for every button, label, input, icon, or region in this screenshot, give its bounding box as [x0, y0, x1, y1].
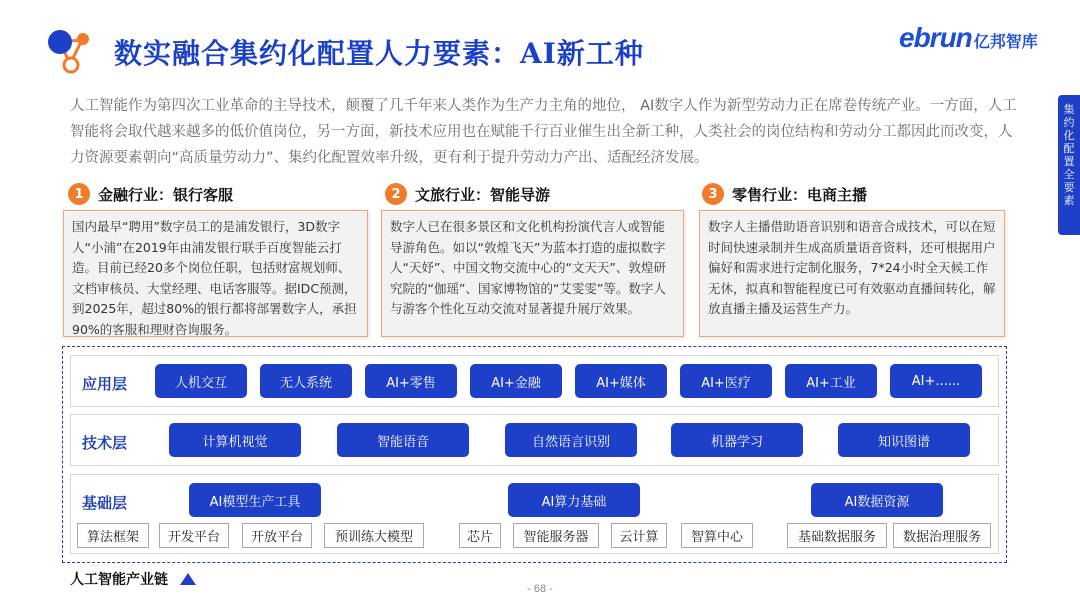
case-number-badge: 2 — [385, 183, 407, 205]
app-pill[interactable]: AI+医疗 — [680, 364, 772, 398]
side-tab-char: 置 — [1063, 155, 1075, 168]
case-header-tourism — [385, 183, 550, 205]
foundation-tag: 智算中心 — [681, 523, 753, 548]
layer-label: 基础层 — [82, 494, 128, 512]
tech-pill[interactable]: 自然语言识别 — [505, 423, 637, 457]
app-pill[interactable]: AI+...... — [890, 364, 982, 398]
app-pill[interactable]: AI+金融 — [470, 364, 562, 398]
case-header-finance — [68, 183, 233, 205]
foundation-group-pill[interactable]: AI数据资源 — [811, 483, 943, 517]
side-tab-char: 化 — [1063, 129, 1075, 142]
case-number-badge: 3 — [702, 183, 724, 205]
page-title: 数实融合集约化配置人力要素：AI新工种 — [114, 37, 644, 70]
side-tab-char: 约 — [1063, 116, 1075, 129]
chain-footer-label — [70, 569, 196, 589]
foundation-tag: 预训练大模型 — [324, 523, 424, 548]
case-title: 零售行业：电商主播 — [732, 185, 868, 204]
ai-industry-chain — [62, 346, 1007, 563]
brand-logo-cn: 亿邦智库 — [973, 34, 1038, 51]
triangle-up-icon — [180, 573, 196, 585]
case-box-retail: 数字人主播借助语音识别和语音合成技术，可以在短时间快速录制并生成高质量语音资料，还可根据用户偏好和需求进行定制化服务，7*24小时全天候工作无休，拟真和智能程度已可有效驱动直播间转化，解放直播主播及运营生产力。 — [699, 210, 1005, 337]
intro-paragraph: 人工智能作为第四次工业革命的主导技术，颠覆了几千年来人类作为生产力主角的地位， AI数字人作为新型劳动力正在席卷传统产业。一方面，人工智能将会取代越来越多的低价值岗位，另一方面，新技术应用也在赋能千行百业催生出全新工种，人类社会的岗位结构和劳动分工都因此而改变，人力资源要素朝向“高质量劳动力”、集约化配置效率升级，更有利于提升劳动力产出、适配经济发展。 — [70, 98, 1017, 166]
foundation-tag: 云计算 — [611, 523, 667, 548]
tech-pill[interactable]: 智能语音 — [337, 423, 469, 457]
foundation-tag: 基础数据服务 — [787, 523, 887, 548]
case-number-badge: 1 — [68, 183, 90, 205]
side-tab-char: 配 — [1063, 142, 1075, 155]
layer-label: 技术层 — [82, 434, 128, 452]
case-box-finance: 国内最早“聘用”数字员工的是浦发银行，3D数字人“小浦”在2019年由浦发银行联手百度智能云打造。目前已经20多个岗位任职，包括财富规划师、文档审核员、大堂经理、电话客服等。据IDC预测，到2025年，超过80%的银行都将部署数字人，承担90%的客服和理财咨询服务。 — [63, 210, 368, 337]
app-pill[interactable]: AI+零售 — [365, 364, 457, 398]
brand-logo-en: ebrun — [899, 22, 972, 53]
side-tab-char: 集 — [1063, 103, 1075, 116]
case-title: 文旅行业：智能导游 — [415, 185, 551, 204]
app-pill[interactable]: 人机交互 — [155, 364, 247, 398]
case-header-retail — [702, 183, 867, 205]
foundation-tag: 芯片 — [459, 523, 501, 548]
page-number: - 68 - — [527, 583, 553, 595]
app-pill[interactable]: AI+工业 — [785, 364, 877, 398]
tech-pill[interactable]: 知识图谱 — [838, 423, 970, 457]
foundation-group-pill[interactable]: AI算力基础 — [508, 483, 640, 517]
application-layer — [70, 355, 999, 407]
tech-pill[interactable]: 机器学习 — [671, 423, 803, 457]
foundation-tag: 开放平台 — [242, 523, 312, 548]
molecule-logo-icon — [44, 26, 94, 76]
brand-logo — [899, 22, 1038, 54]
side-tab-char: 全 — [1063, 168, 1075, 181]
foundation-tag: 算法框架 — [77, 523, 149, 548]
side-tab-char: 要 — [1063, 181, 1075, 194]
tech-pill[interactable]: 计算机视觉 — [169, 423, 301, 457]
app-pill[interactable]: AI+媒体 — [575, 364, 667, 398]
case-title: 金融行业：银行客服 — [98, 185, 234, 204]
foundation-group-pill[interactable]: AI模型生产工具 — [189, 483, 321, 517]
foundation-tag: 数据治理服务 — [893, 523, 991, 548]
side-tab-char: 素 — [1063, 194, 1075, 207]
technology-layer — [70, 414, 999, 466]
case-box-tourism: 数字人已在很多景区和文化机构扮演代言人或智能导游角色。如以“敦煌飞天”为蓝本打造的虚拟数字人“天妤”、中国文物交流中心的“文天天”、敦煌研究院的“伽瑶”、国家博物馆的“艾雯雯”等。数字人与游客个性化互动交流对显著提升展厅效果。 — [381, 210, 684, 337]
layer-label: 应用层 — [82, 375, 128, 393]
side-section-tab[interactable] — [1058, 95, 1080, 235]
app-pill[interactable]: 无人系统 — [260, 364, 352, 398]
chain-footer-text: 人工智能产业链 — [70, 572, 168, 588]
foundation-tag: 开发平台 — [159, 523, 229, 548]
foundation-tag: 智能服务器 — [513, 523, 599, 548]
